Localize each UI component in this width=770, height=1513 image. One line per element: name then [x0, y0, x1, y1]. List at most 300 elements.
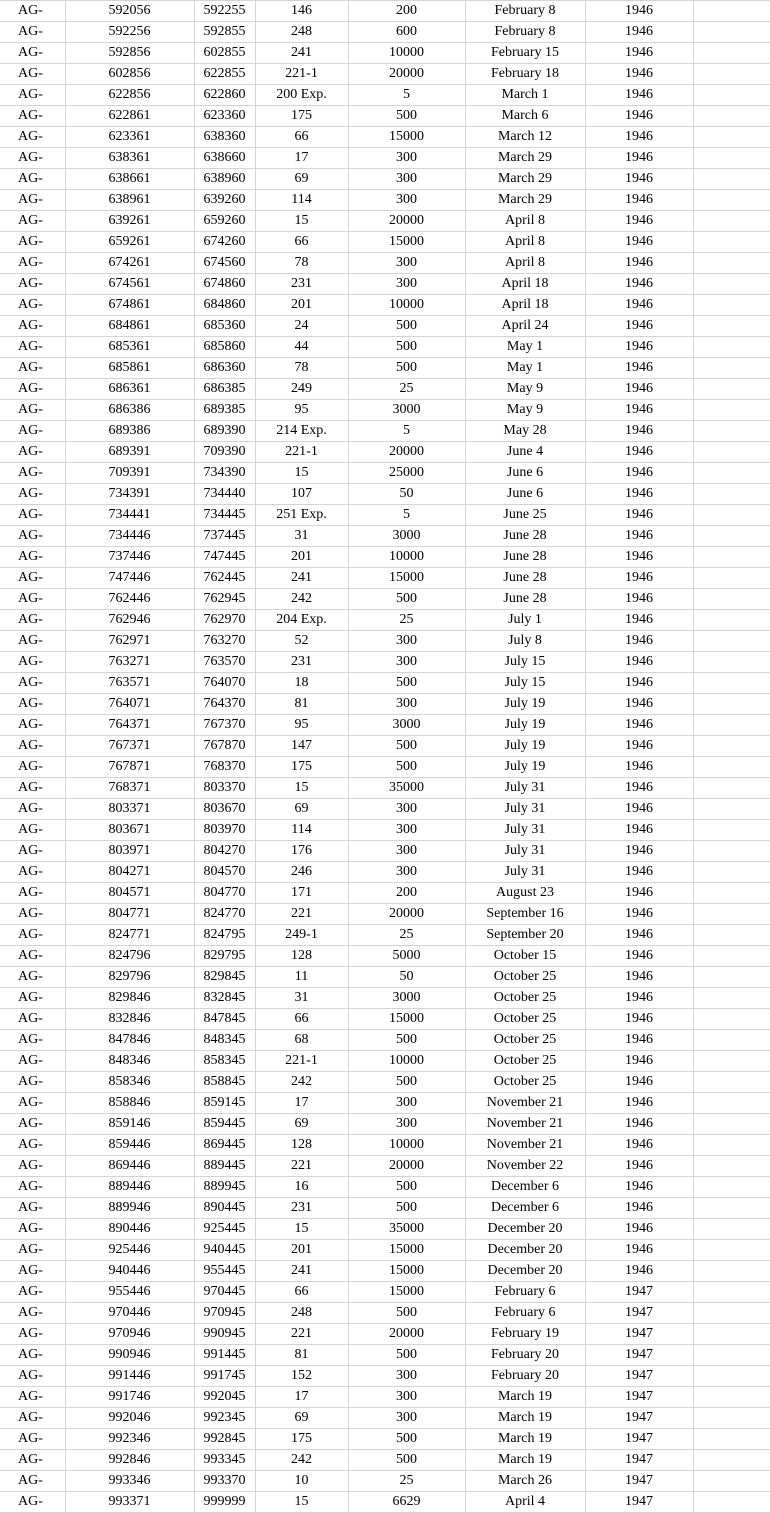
prefix-cell[interactable]: AG- [0, 820, 65, 841]
empty-cell[interactable] [693, 190, 770, 211]
year-cell[interactable]: 1946 [585, 442, 693, 463]
serial-start-cell[interactable]: 991446 [65, 1366, 194, 1387]
empty-cell[interactable] [693, 169, 770, 190]
serial-start-cell[interactable]: 689391 [65, 442, 194, 463]
empty-cell[interactable] [693, 820, 770, 841]
prefix-cell[interactable]: AG- [0, 169, 65, 190]
empty-cell[interactable] [693, 64, 770, 85]
serial-end-cell[interactable]: 889445 [194, 1156, 255, 1177]
serial-start-cell[interactable]: 804271 [65, 862, 194, 883]
code-cell[interactable]: 44 [255, 337, 348, 358]
date-cell[interactable]: July 15 [465, 673, 585, 694]
prefix-cell[interactable]: AG- [0, 316, 65, 337]
empty-cell[interactable] [693, 232, 770, 253]
year-cell[interactable]: 1946 [585, 904, 693, 925]
year-cell[interactable]: 1946 [585, 568, 693, 589]
serial-end-cell[interactable]: 859445 [194, 1114, 255, 1135]
serial-end-cell[interactable]: 869445 [194, 1135, 255, 1156]
serial-start-cell[interactable]: 803371 [65, 799, 194, 820]
prefix-cell[interactable]: AG- [0, 694, 65, 715]
prefix-cell[interactable]: AG- [0, 148, 65, 169]
empty-cell[interactable] [693, 652, 770, 673]
prefix-cell[interactable]: AG- [0, 1366, 65, 1387]
year-cell[interactable]: 1946 [585, 799, 693, 820]
prefix-cell[interactable]: AG- [0, 988, 65, 1009]
year-cell[interactable]: 1946 [585, 1093, 693, 1114]
empty-cell[interactable] [693, 715, 770, 736]
date-cell[interactable]: December 6 [465, 1198, 585, 1219]
prefix-cell[interactable]: AG- [0, 484, 65, 505]
code-cell[interactable]: 221-1 [255, 442, 348, 463]
empty-cell[interactable] [693, 211, 770, 232]
serial-start-cell[interactable]: 993371 [65, 1492, 194, 1513]
prefix-cell[interactable]: AG- [0, 463, 65, 484]
empty-cell[interactable] [693, 946, 770, 967]
code-cell[interactable]: 146 [255, 1, 348, 22]
serial-end-cell[interactable]: 659260 [194, 211, 255, 232]
code-cell[interactable]: 69 [255, 1408, 348, 1429]
serial-end-cell[interactable]: 689390 [194, 421, 255, 442]
prefix-cell[interactable]: AG- [0, 925, 65, 946]
serial-start-cell[interactable]: 685861 [65, 358, 194, 379]
empty-cell[interactable] [693, 1219, 770, 1240]
date-cell[interactable]: July 19 [465, 757, 585, 778]
serial-end-cell[interactable]: 689385 [194, 400, 255, 421]
serial-end-cell[interactable]: 889945 [194, 1177, 255, 1198]
prefix-cell[interactable]: AG- [0, 22, 65, 43]
prefix-cell[interactable]: AG- [0, 1072, 65, 1093]
serial-end-cell[interactable]: 709390 [194, 442, 255, 463]
empty-cell[interactable] [693, 505, 770, 526]
empty-cell[interactable] [693, 904, 770, 925]
quantity-cell[interactable]: 500 [348, 1450, 465, 1471]
date-cell[interactable]: March 19 [465, 1429, 585, 1450]
year-cell[interactable]: 1946 [585, 211, 693, 232]
serial-end-cell[interactable]: 890445 [194, 1198, 255, 1219]
date-cell[interactable]: March 6 [465, 106, 585, 127]
empty-cell[interactable] [693, 1198, 770, 1219]
serial-start-cell[interactable]: 768371 [65, 778, 194, 799]
serial-start-cell[interactable]: 638661 [65, 169, 194, 190]
date-cell[interactable]: February 8 [465, 22, 585, 43]
prefix-cell[interactable]: AG- [0, 253, 65, 274]
quantity-cell[interactable]: 15000 [348, 127, 465, 148]
code-cell[interactable]: 231 [255, 274, 348, 295]
date-cell[interactable]: March 1 [465, 85, 585, 106]
code-cell[interactable]: 200 Exp. [255, 85, 348, 106]
serial-end-cell[interactable]: 804270 [194, 841, 255, 862]
date-cell[interactable]: July 31 [465, 862, 585, 883]
quantity-cell[interactable]: 500 [348, 1345, 465, 1366]
year-cell[interactable]: 1946 [585, 1, 693, 22]
prefix-cell[interactable]: AG- [0, 1198, 65, 1219]
serial-start-cell[interactable]: 638961 [65, 190, 194, 211]
date-cell[interactable]: July 1 [465, 610, 585, 631]
code-cell[interactable]: 214 Exp. [255, 421, 348, 442]
prefix-cell[interactable]: AG- [0, 526, 65, 547]
date-cell[interactable]: April 4 [465, 1492, 585, 1513]
empty-cell[interactable] [693, 1240, 770, 1261]
quantity-cell[interactable]: 500 [348, 757, 465, 778]
date-cell[interactable]: March 29 [465, 148, 585, 169]
quantity-cell[interactable]: 300 [348, 1408, 465, 1429]
quantity-cell[interactable]: 300 [348, 694, 465, 715]
serial-end-cell[interactable]: 747445 [194, 547, 255, 568]
empty-cell[interactable] [693, 1471, 770, 1492]
quantity-cell[interactable]: 300 [348, 1387, 465, 1408]
code-cell[interactable]: 69 [255, 799, 348, 820]
serial-start-cell[interactable]: 858846 [65, 1093, 194, 1114]
serial-end-cell[interactable]: 602855 [194, 43, 255, 64]
code-cell[interactable]: 242 [255, 1450, 348, 1471]
date-cell[interactable]: July 19 [465, 736, 585, 757]
serial-end-cell[interactable]: 768370 [194, 757, 255, 778]
serial-start-cell[interactable]: 686386 [65, 400, 194, 421]
serial-end-cell[interactable]: 734390 [194, 463, 255, 484]
code-cell[interactable]: 251 Exp. [255, 505, 348, 526]
year-cell[interactable]: 1947 [585, 1450, 693, 1471]
code-cell[interactable]: 69 [255, 169, 348, 190]
date-cell[interactable]: February 6 [465, 1282, 585, 1303]
code-cell[interactable]: 15 [255, 1492, 348, 1513]
date-cell[interactable]: February 15 [465, 43, 585, 64]
date-cell[interactable]: May 9 [465, 400, 585, 421]
year-cell[interactable]: 1946 [585, 1009, 693, 1030]
serial-start-cell[interactable]: 684861 [65, 316, 194, 337]
prefix-cell[interactable]: AG- [0, 778, 65, 799]
code-cell[interactable]: 241 [255, 43, 348, 64]
empty-cell[interactable] [693, 988, 770, 1009]
prefix-cell[interactable]: AG- [0, 946, 65, 967]
serial-end-cell[interactable]: 991745 [194, 1366, 255, 1387]
empty-cell[interactable] [693, 1009, 770, 1030]
date-cell[interactable]: July 31 [465, 778, 585, 799]
empty-cell[interactable] [693, 694, 770, 715]
quantity-cell[interactable]: 20000 [348, 64, 465, 85]
quantity-cell[interactable]: 300 [348, 862, 465, 883]
date-cell[interactable]: March 19 [465, 1408, 585, 1429]
prefix-cell[interactable]: AG- [0, 1345, 65, 1366]
code-cell[interactable]: 128 [255, 946, 348, 967]
year-cell[interactable]: 1947 [585, 1324, 693, 1345]
date-cell[interactable]: June 4 [465, 442, 585, 463]
prefix-cell[interactable]: AG- [0, 295, 65, 316]
prefix-cell[interactable]: AG- [0, 1303, 65, 1324]
empty-cell[interactable] [693, 358, 770, 379]
serial-start-cell[interactable]: 764071 [65, 694, 194, 715]
year-cell[interactable]: 1946 [585, 820, 693, 841]
year-cell[interactable]: 1946 [585, 1030, 693, 1051]
serial-start-cell[interactable]: 991746 [65, 1387, 194, 1408]
year-cell[interactable]: 1946 [585, 589, 693, 610]
serial-start-cell[interactable]: 592056 [65, 1, 194, 22]
date-cell[interactable]: November 21 [465, 1135, 585, 1156]
serial-start-cell[interactable]: 824796 [65, 946, 194, 967]
serial-start-cell[interactable]: 592256 [65, 22, 194, 43]
code-cell[interactable]: 17 [255, 1093, 348, 1114]
quantity-cell[interactable]: 200 [348, 1, 465, 22]
code-cell[interactable]: 81 [255, 1345, 348, 1366]
quantity-cell[interactable]: 25 [348, 1471, 465, 1492]
prefix-cell[interactable]: AG- [0, 211, 65, 232]
serial-start-cell[interactable]: 762946 [65, 610, 194, 631]
year-cell[interactable]: 1946 [585, 988, 693, 1009]
code-cell[interactable]: 66 [255, 1009, 348, 1030]
date-cell[interactable]: October 25 [465, 967, 585, 988]
serial-end-cell[interactable]: 992845 [194, 1429, 255, 1450]
quantity-cell[interactable]: 500 [348, 106, 465, 127]
code-cell[interactable]: 231 [255, 652, 348, 673]
prefix-cell[interactable]: AG- [0, 652, 65, 673]
prefix-cell[interactable]: AG- [0, 589, 65, 610]
prefix-cell[interactable]: AG- [0, 673, 65, 694]
quantity-cell[interactable]: 20000 [348, 904, 465, 925]
date-cell[interactable]: May 1 [465, 358, 585, 379]
serial-end-cell[interactable]: 764370 [194, 694, 255, 715]
year-cell[interactable]: 1946 [585, 127, 693, 148]
serial-start-cell[interactable]: 747446 [65, 568, 194, 589]
quantity-cell[interactable]: 20000 [348, 1156, 465, 1177]
quantity-cell[interactable]: 300 [348, 841, 465, 862]
quantity-cell[interactable]: 300 [348, 631, 465, 652]
prefix-cell[interactable]: AG- [0, 1429, 65, 1450]
date-cell[interactable]: October 15 [465, 946, 585, 967]
serial-end-cell[interactable]: 685860 [194, 337, 255, 358]
date-cell[interactable]: July 15 [465, 652, 585, 673]
quantity-cell[interactable]: 5 [348, 85, 465, 106]
year-cell[interactable]: 1947 [585, 1429, 693, 1450]
quantity-cell[interactable]: 15000 [348, 1282, 465, 1303]
year-cell[interactable]: 1947 [585, 1345, 693, 1366]
empty-cell[interactable] [693, 778, 770, 799]
quantity-cell[interactable]: 15000 [348, 232, 465, 253]
code-cell[interactable]: 231 [255, 1198, 348, 1219]
code-cell[interactable]: 152 [255, 1366, 348, 1387]
empty-cell[interactable] [693, 1408, 770, 1429]
serial-end-cell[interactable]: 803370 [194, 778, 255, 799]
code-cell[interactable]: 114 [255, 820, 348, 841]
year-cell[interactable]: 1946 [585, 841, 693, 862]
date-cell[interactable]: December 20 [465, 1240, 585, 1261]
serial-end-cell[interactable]: 955445 [194, 1261, 255, 1282]
empty-cell[interactable] [693, 1429, 770, 1450]
serial-start-cell[interactable]: 858346 [65, 1072, 194, 1093]
date-cell[interactable]: June 28 [465, 526, 585, 547]
quantity-cell[interactable]: 10000 [348, 1051, 465, 1072]
code-cell[interactable]: 15 [255, 778, 348, 799]
prefix-cell[interactable]: AG- [0, 337, 65, 358]
prefix-cell[interactable]: AG- [0, 757, 65, 778]
serial-end-cell[interactable]: 992345 [194, 1408, 255, 1429]
prefix-cell[interactable]: AG- [0, 1135, 65, 1156]
date-cell[interactable]: February 18 [465, 64, 585, 85]
empty-cell[interactable] [693, 1114, 770, 1135]
prefix-cell[interactable]: AG- [0, 631, 65, 652]
serial-start-cell[interactable]: 859146 [65, 1114, 194, 1135]
year-cell[interactable]: 1946 [585, 526, 693, 547]
serial-end-cell[interactable]: 623360 [194, 106, 255, 127]
quantity-cell[interactable]: 3000 [348, 526, 465, 547]
date-cell[interactable]: September 16 [465, 904, 585, 925]
year-cell[interactable]: 1946 [585, 925, 693, 946]
code-cell[interactable]: 175 [255, 1429, 348, 1450]
serial-start-cell[interactable]: 889446 [65, 1177, 194, 1198]
code-cell[interactable]: 81 [255, 694, 348, 715]
quantity-cell[interactable]: 300 [348, 1093, 465, 1114]
empty-cell[interactable] [693, 967, 770, 988]
prefix-cell[interactable]: AG- [0, 85, 65, 106]
quantity-cell[interactable]: 500 [348, 1429, 465, 1450]
quantity-cell[interactable]: 20000 [348, 442, 465, 463]
date-cell[interactable]: April 18 [465, 295, 585, 316]
date-cell[interactable]: September 20 [465, 925, 585, 946]
quantity-cell[interactable]: 300 [348, 1366, 465, 1387]
code-cell[interactable]: 248 [255, 1303, 348, 1324]
empty-cell[interactable] [693, 589, 770, 610]
code-cell[interactable]: 201 [255, 295, 348, 316]
code-cell[interactable]: 221 [255, 1324, 348, 1345]
empty-cell[interactable] [693, 1450, 770, 1471]
empty-cell[interactable] [693, 1345, 770, 1366]
empty-cell[interactable] [693, 1282, 770, 1303]
serial-start-cell[interactable]: 638361 [65, 148, 194, 169]
year-cell[interactable]: 1946 [585, 1219, 693, 1240]
year-cell[interactable]: 1946 [585, 1240, 693, 1261]
empty-cell[interactable] [693, 295, 770, 316]
code-cell[interactable]: 201 [255, 1240, 348, 1261]
empty-cell[interactable] [693, 1156, 770, 1177]
serial-end-cell[interactable]: 803970 [194, 820, 255, 841]
code-cell[interactable]: 175 [255, 757, 348, 778]
prefix-cell[interactable]: AG- [0, 1093, 65, 1114]
quantity-cell[interactable]: 10000 [348, 1135, 465, 1156]
serial-start-cell[interactable]: 686361 [65, 379, 194, 400]
serial-start-cell[interactable]: 592856 [65, 43, 194, 64]
quantity-cell[interactable]: 10000 [348, 295, 465, 316]
empty-cell[interactable] [693, 1051, 770, 1072]
serial-start-cell[interactable]: 992046 [65, 1408, 194, 1429]
empty-cell[interactable] [693, 673, 770, 694]
prefix-cell[interactable]: AG- [0, 505, 65, 526]
code-cell[interactable]: 242 [255, 1072, 348, 1093]
quantity-cell[interactable]: 300 [348, 190, 465, 211]
serial-end-cell[interactable]: 940445 [194, 1240, 255, 1261]
code-cell[interactable]: 66 [255, 232, 348, 253]
year-cell[interactable]: 1946 [585, 358, 693, 379]
empty-cell[interactable] [693, 127, 770, 148]
prefix-cell[interactable]: AG- [0, 1051, 65, 1072]
serial-end-cell[interactable]: 686385 [194, 379, 255, 400]
prefix-cell[interactable]: AG- [0, 715, 65, 736]
serial-start-cell[interactable]: 639261 [65, 211, 194, 232]
serial-start-cell[interactable]: 763271 [65, 652, 194, 673]
serial-end-cell[interactable]: 991445 [194, 1345, 255, 1366]
prefix-cell[interactable]: AG- [0, 274, 65, 295]
date-cell[interactable]: April 8 [465, 211, 585, 232]
prefix-cell[interactable]: AG- [0, 421, 65, 442]
prefix-cell[interactable]: AG- [0, 358, 65, 379]
empty-cell[interactable] [693, 547, 770, 568]
year-cell[interactable]: 1946 [585, 946, 693, 967]
code-cell[interactable]: 242 [255, 589, 348, 610]
empty-cell[interactable] [693, 1030, 770, 1051]
year-cell[interactable]: 1946 [585, 652, 693, 673]
year-cell[interactable]: 1946 [585, 463, 693, 484]
serial-start-cell[interactable]: 859446 [65, 1135, 194, 1156]
code-cell[interactable]: 221-1 [255, 1051, 348, 1072]
empty-cell[interactable] [693, 421, 770, 442]
prefix-cell[interactable]: AG- [0, 232, 65, 253]
code-cell[interactable]: 52 [255, 631, 348, 652]
year-cell[interactable]: 1946 [585, 106, 693, 127]
year-cell[interactable]: 1947 [585, 1282, 693, 1303]
prefix-cell[interactable]: AG- [0, 547, 65, 568]
empty-cell[interactable] [693, 85, 770, 106]
serial-end-cell[interactable]: 592855 [194, 22, 255, 43]
code-cell[interactable]: 249 [255, 379, 348, 400]
prefix-cell[interactable]: AG- [0, 400, 65, 421]
serial-end-cell[interactable]: 763270 [194, 631, 255, 652]
date-cell[interactable]: July 31 [465, 841, 585, 862]
serial-end-cell[interactable]: 824770 [194, 904, 255, 925]
date-cell[interactable]: December 20 [465, 1261, 585, 1282]
serial-end-cell[interactable]: 684860 [194, 295, 255, 316]
year-cell[interactable]: 1946 [585, 316, 693, 337]
prefix-cell[interactable]: AG- [0, 1, 65, 22]
serial-start-cell[interactable]: 804771 [65, 904, 194, 925]
year-cell[interactable]: 1946 [585, 715, 693, 736]
empty-cell[interactable] [693, 841, 770, 862]
code-cell[interactable]: 176 [255, 841, 348, 862]
date-cell[interactable]: February 6 [465, 1303, 585, 1324]
prefix-cell[interactable]: AG- [0, 1408, 65, 1429]
serial-start-cell[interactable]: 970446 [65, 1303, 194, 1324]
prefix-cell[interactable]: AG- [0, 379, 65, 400]
empty-cell[interactable] [693, 1177, 770, 1198]
empty-cell[interactable] [693, 1366, 770, 1387]
serial-start-cell[interactable]: 955446 [65, 1282, 194, 1303]
empty-cell[interactable] [693, 1, 770, 22]
serial-start-cell[interactable]: 622856 [65, 85, 194, 106]
year-cell[interactable]: 1946 [585, 967, 693, 988]
quantity-cell[interactable]: 300 [348, 799, 465, 820]
year-cell[interactable]: 1946 [585, 631, 693, 652]
year-cell[interactable]: 1946 [585, 64, 693, 85]
code-cell[interactable]: 68 [255, 1030, 348, 1051]
serial-end-cell[interactable]: 993345 [194, 1450, 255, 1471]
date-cell[interactable]: June 28 [465, 589, 585, 610]
date-cell[interactable]: February 19 [465, 1324, 585, 1345]
year-cell[interactable]: 1946 [585, 421, 693, 442]
serial-end-cell[interactable]: 638360 [194, 127, 255, 148]
code-cell[interactable]: 18 [255, 673, 348, 694]
empty-cell[interactable] [693, 253, 770, 274]
code-cell[interactable]: 15 [255, 211, 348, 232]
prefix-cell[interactable]: AG- [0, 1114, 65, 1135]
prefix-cell[interactable]: AG- [0, 1156, 65, 1177]
year-cell[interactable]: 1946 [585, 232, 693, 253]
code-cell[interactable]: 17 [255, 148, 348, 169]
date-cell[interactable]: February 8 [465, 1, 585, 22]
serial-start-cell[interactable]: 709391 [65, 463, 194, 484]
serial-end-cell[interactable]: 767370 [194, 715, 255, 736]
date-cell[interactable]: October 25 [465, 1072, 585, 1093]
serial-end-cell[interactable]: 638960 [194, 169, 255, 190]
quantity-cell[interactable]: 500 [348, 1177, 465, 1198]
serial-start-cell[interactable]: 762446 [65, 589, 194, 610]
date-cell[interactable]: November 22 [465, 1156, 585, 1177]
serial-start-cell[interactable]: 623361 [65, 127, 194, 148]
